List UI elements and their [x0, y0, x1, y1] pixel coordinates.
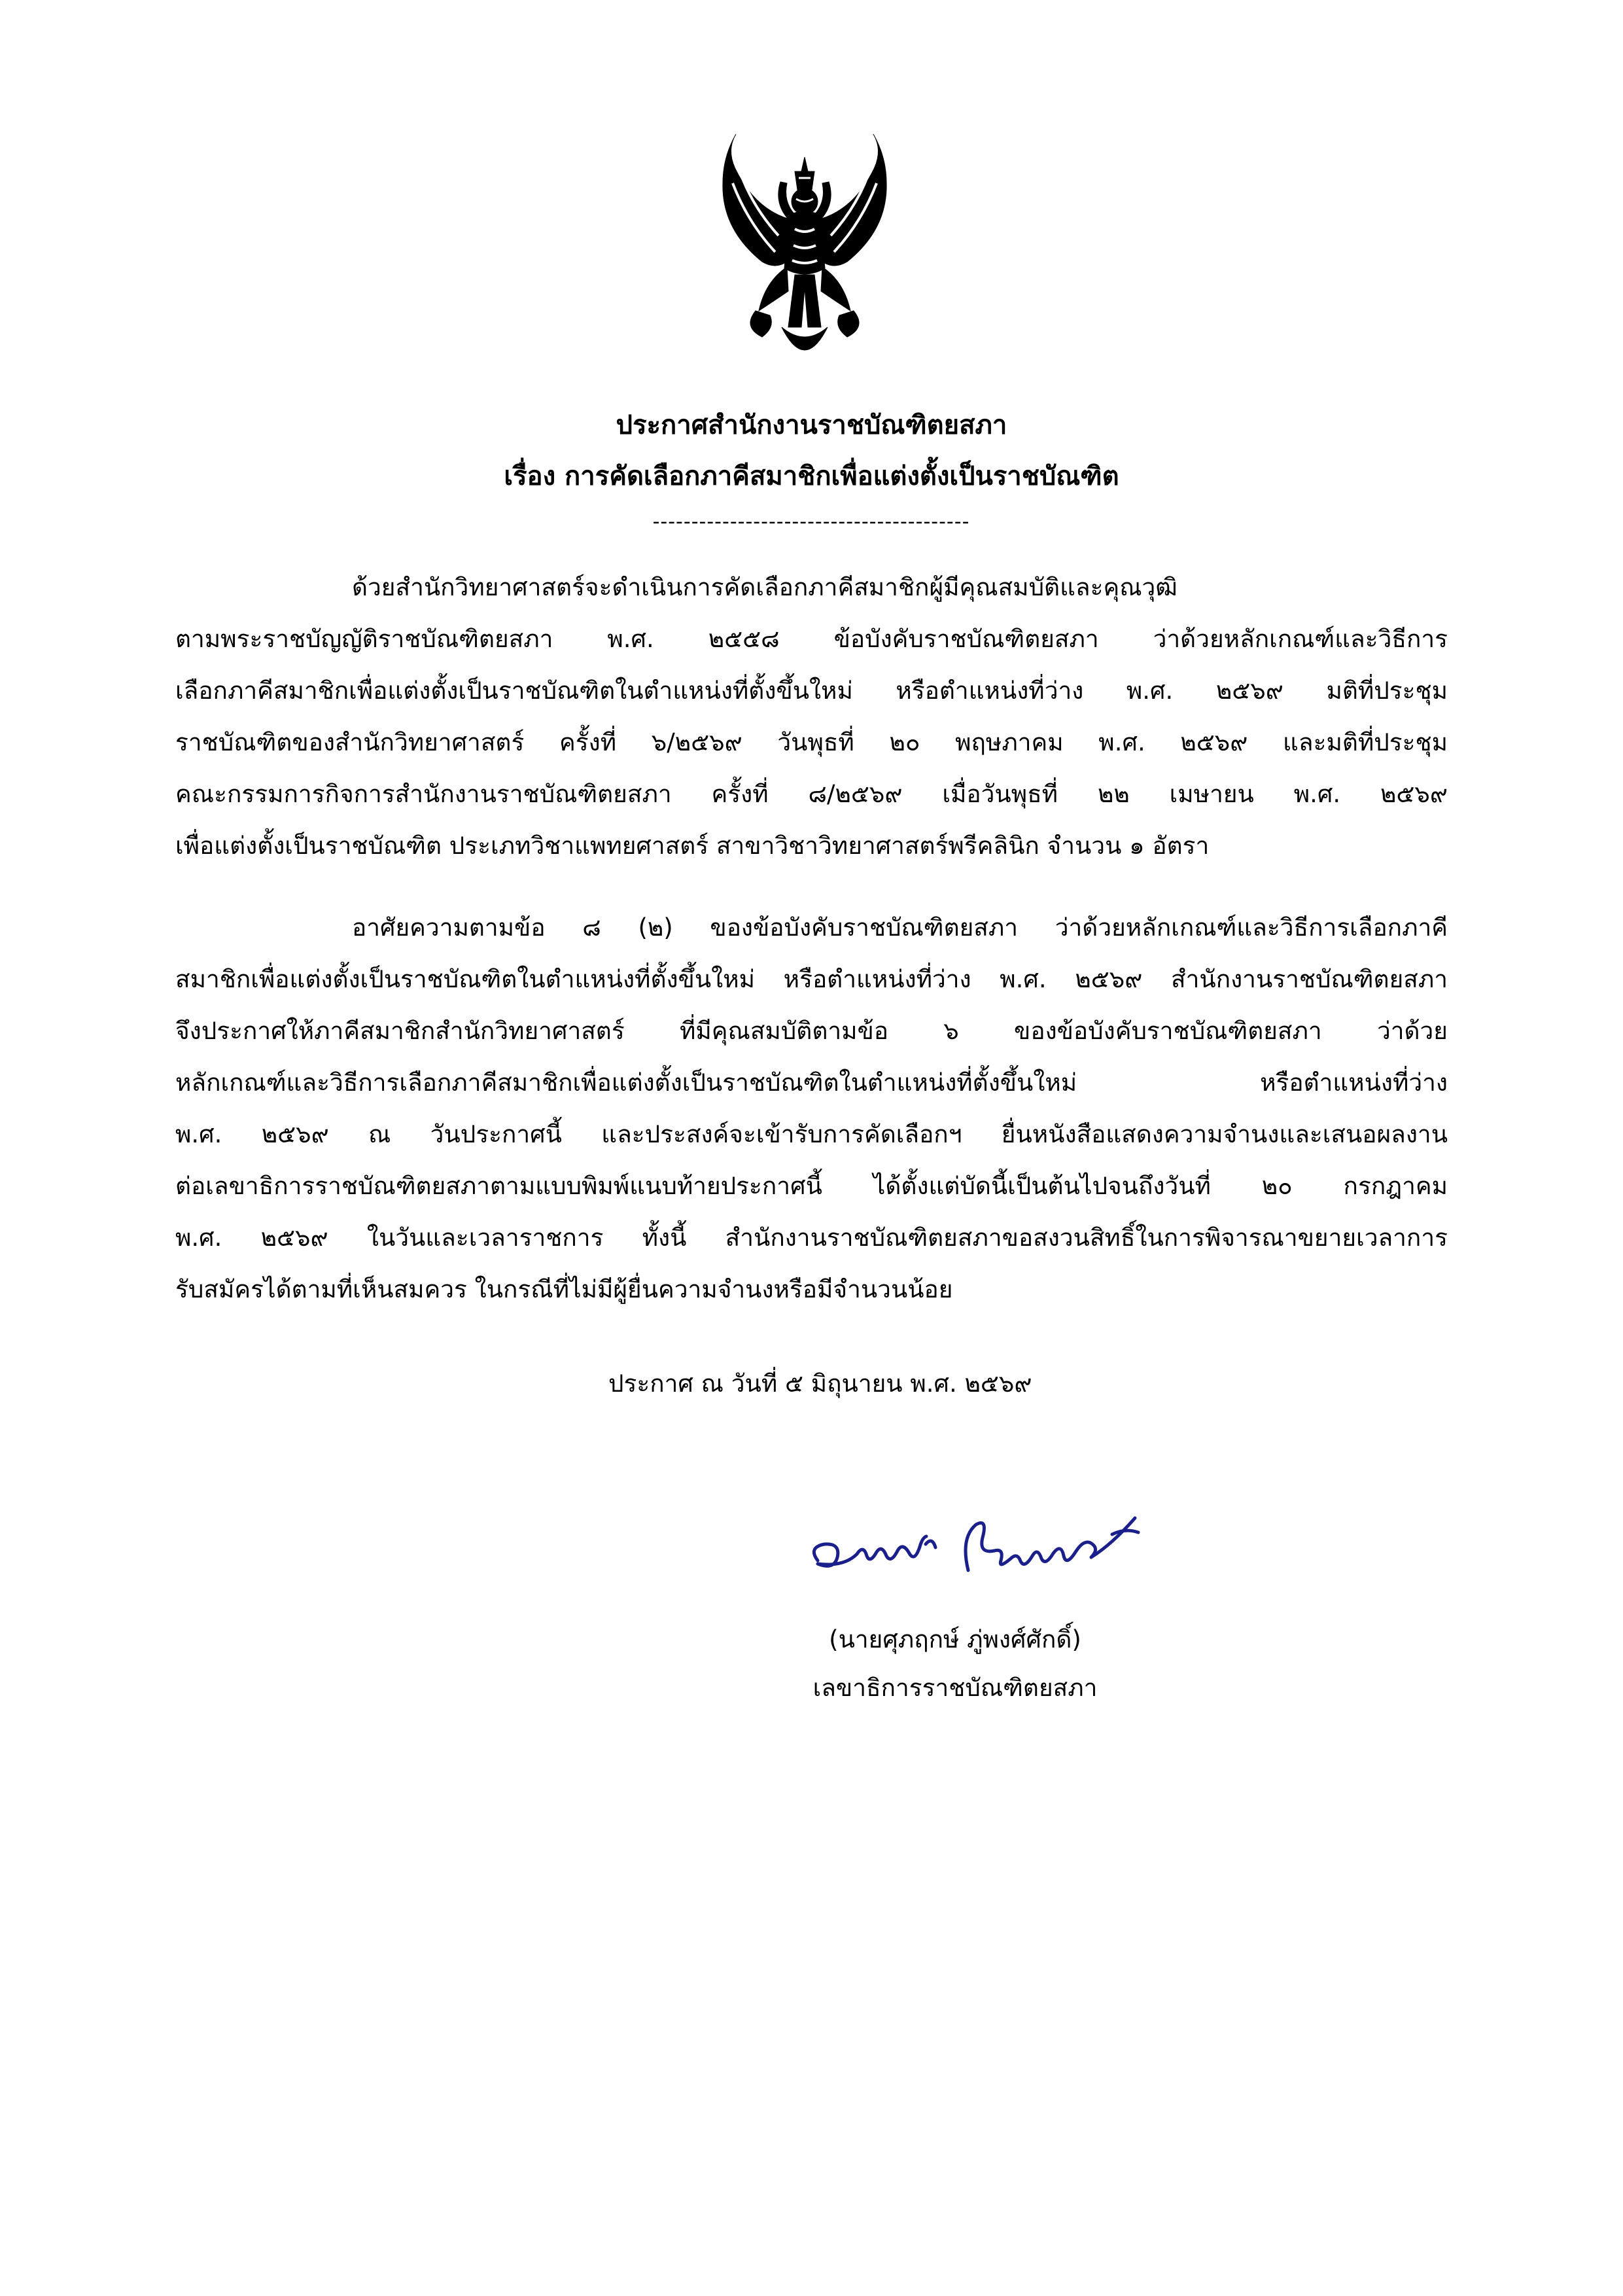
paragraph-line: อาศัยความตามข้อ ๘ (๒) ของข้อบังคับราชบัณฑิตยสภา ว่าด้วยหลักเกณฑ์และวิธีการเลือกภาคี: [352, 913, 1448, 942]
announcement-subject: เรื่อง การคัดเลือกภาคีสมาชิกเพื่อแต่งตั้งเป็นราชบัณฑิต: [504, 461, 1119, 491]
garuda-emblem-icon: [697, 131, 913, 373]
paragraph-line: เลือกภาคีสมาชิกเพื่อแต่งตั้งเป็นราชบัณฑิตในตำแหน่งที่ตั้งขึ้นใหม่ หรือตำแหน่งที่ว่าง พ.ศ. ๒๕๖๙ มติที่ประชุม: [175, 677, 1448, 705]
paragraph-line: ราชบัณฑิตของสำนักวิทยาศาสตร์ ครั้งที่ ๖/๒๕๖๙ วันพุธที่ ๒๐ พฤษภาคม พ.ศ. ๒๕๖๙ และมติที่ประชุม: [175, 728, 1448, 756]
paragraph-line: พ.ศ. ๒๕๖๙ ณ วันประกาศนี้ และประสงค์จะเข้ารับการคัดเลือกฯ ยื่นหนังสือแสดงความจำนงและเสนอผลงาน: [175, 1120, 1448, 1148]
paragraph-line: หลักเกณฑ์และวิธีการเลือกภาคีสมาชิกเพื่อแต่งตั้งเป็นราชบัณฑิตในตำแหน่งที่ตั้งขึ้นใหม่ หรือตำแหน่งที่ว่าง: [175, 1069, 1448, 1097]
paragraph-line: ต่อเลขาธิการราชบัณฑิตยสภาตามแบบพิมพ์แนบท้ายประกาศนี้ ได้ตั้งแต่บัดนี้เป็นต้นไปจนถึงวันที่ ๒๐ กรกฎาคม: [175, 1172, 1448, 1200]
paragraph-line: เพื่อแต่งตั้งเป็นราชบัณฑิต ประเภทวิชาแพทยศาสตร์ สาขาวิชาวิทยาศาสตร์พรีคลินิก จำนวน ๑ อัตรา: [175, 832, 1210, 860]
paragraph-line: ด้วยสำนักวิทยาศาสตร์จะดำเนินการคัดเลือกภาคีสมาชิกผู้มีคุณสมบัติและคุณวุฒิ: [352, 573, 1178, 601]
announcement-title: ประกาศสำนักงานราชบัณฑิตยสภา: [616, 410, 1007, 440]
signer-position: เลขาธิการราชบัณฑิตยสภา: [812, 1674, 1098, 1702]
paragraph-line: ตามพระราชบัญญัติราชบัณฑิตยสภา พ.ศ. ๒๕๕๘ ข้อบังคับราชบัณฑิตยสภา ว่าด้วยหลักเกณฑ์และวิธีการ: [175, 625, 1448, 653]
handwritten-signature-icon: [805, 1498, 1145, 1597]
title-separator: -----------------------------------------: [652, 510, 970, 533]
paragraph-line: พ.ศ. ๒๕๖๙ ในวันและเวลาราชการ ทั้งนี้ สำนักงานราชบัณฑิตยสภาขอสงวนสิทธิ์ในการพิจารณาขยายเวลาการ: [175, 1224, 1448, 1252]
paragraph-line: รับสมัครได้ตามที่เห็นสมควร ในกรณีที่ไม่มีผู้ยื่นความจำนงหรือมีจำนวนน้อย: [175, 1275, 953, 1303]
paragraph-line: จึงประกาศให้ภาคีสมาชิกสำนักวิทยาศาสตร์ ที่มีคุณสมบัติตามข้อ ๖ ของข้อบังคับราชบัณฑิตยสภา ว่าด้วย: [175, 1017, 1448, 1045]
body-paragraph-1: [175, 561, 1448, 872]
signer-name: (นายศุภฤกษ์ ภู่พงศ์ศักดิ์): [829, 1625, 1081, 1653]
announcement-date: ประกาศ ณ วันที่ ๕ มิถุนายน พ.ศ. ๒๕๖๙: [608, 1369, 1032, 1398]
body-paragraph-2: [175, 902, 1448, 1315]
paragraph-line: คณะกรรมการกิจการสำนักงานราชบัณฑิตยสภา ครั้งที่ ๘/๒๕๖๙ เมื่อวันพุธที่ ๒๒ เมษายน พ.ศ. ๒๕๖๙: [175, 780, 1448, 808]
paragraph-line: สมาชิกเพื่อแต่งตั้งเป็นราชบัณฑิตในตำแหน่งที่ตั้งขึ้นใหม่ หรือตำแหน่งที่ว่าง พ.ศ. ๒๕๖๙ สำนักงานราชบัณฑิตยสภา: [175, 965, 1448, 993]
